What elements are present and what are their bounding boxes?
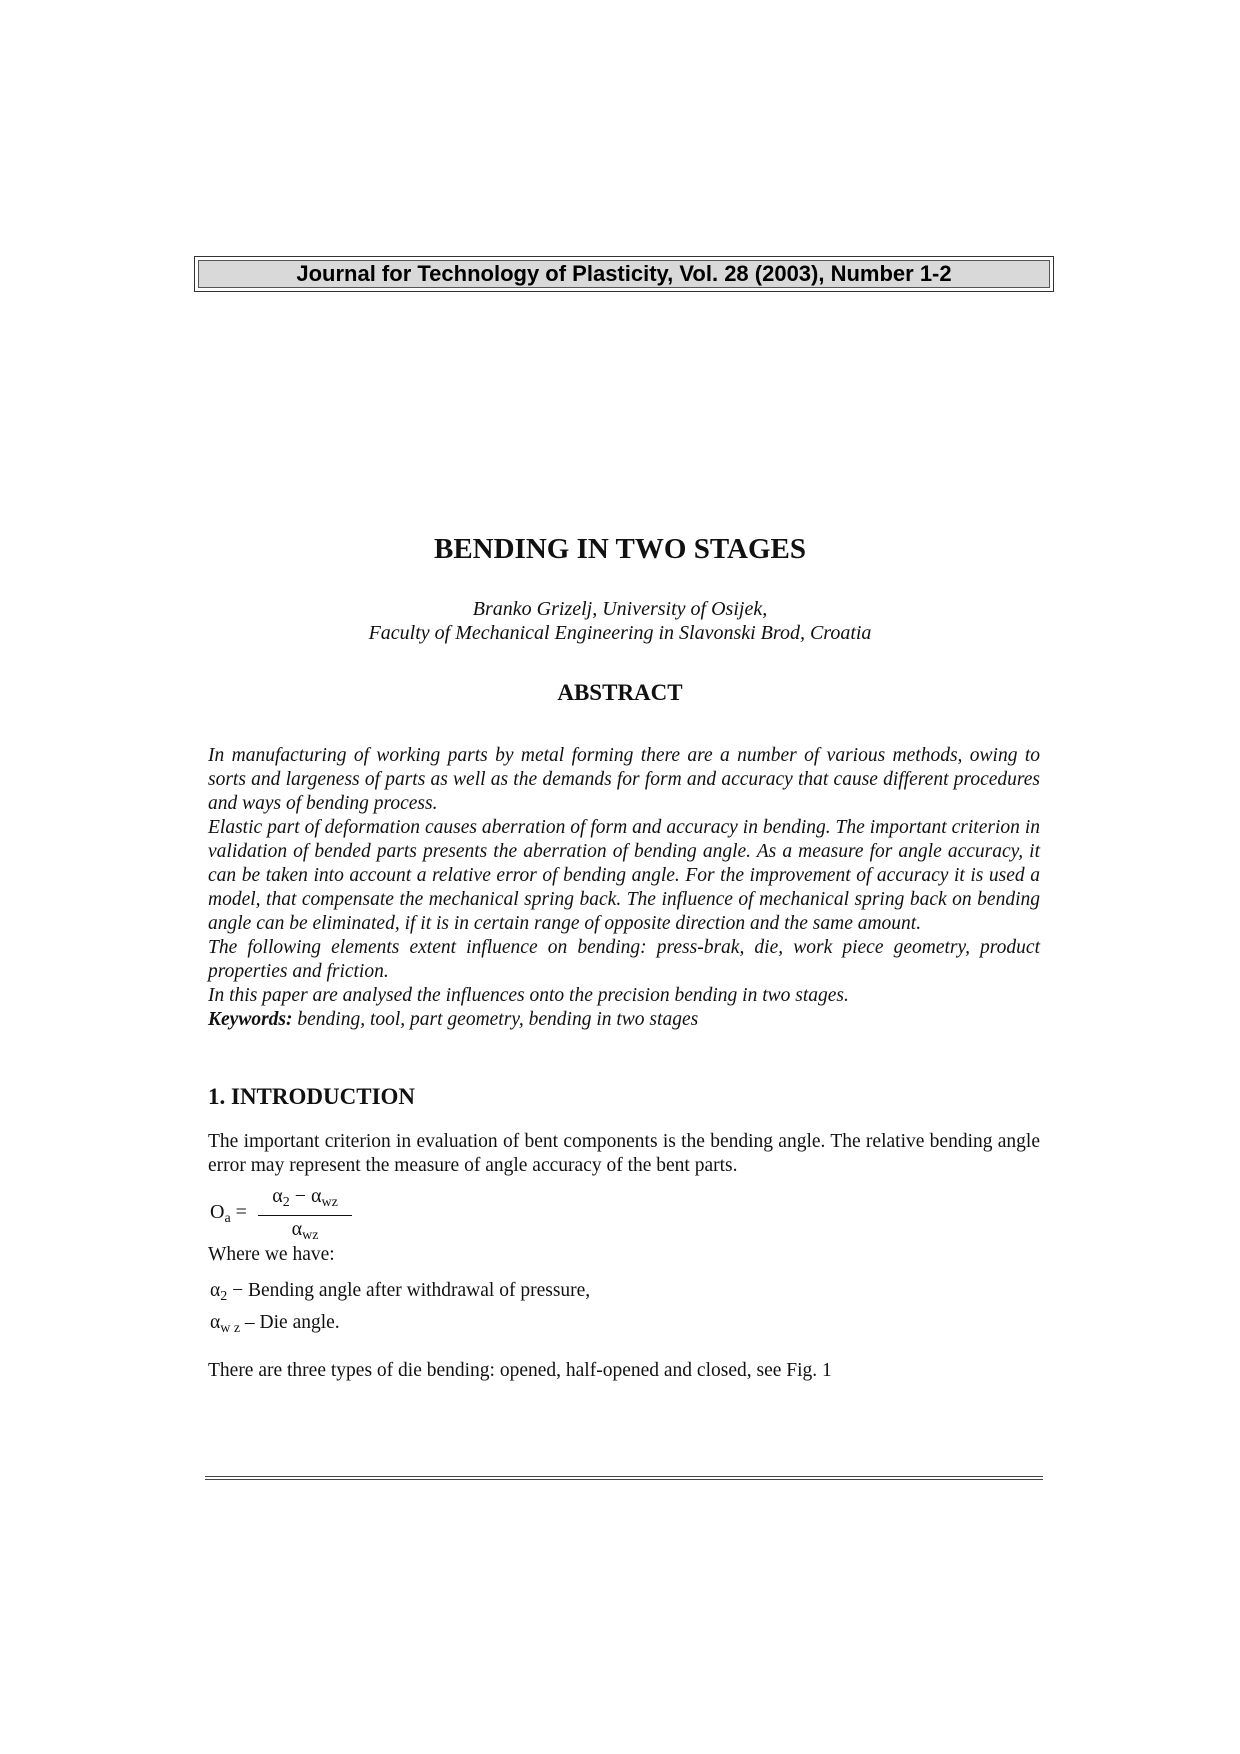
formula-numerator [258,1184,352,1216]
introduction-paragraph: The important criterion in evaluation of bent components is the bending angle. The relative bending angle error may represent the measure of angle accuracy of the bent parts. [208,1131,1040,1176]
abstract-body [208,744,1040,1032]
numerator-minus: − [289,1185,311,1207]
formula-lhs-symbol: O [210,1201,225,1223]
footer-double-rule [205,1476,1043,1480]
abstract-paragraph-3: The following elements extent influence on bending: press-brak, die, work piece geometry, product properties and friction. [208,937,1040,982]
formula-equals: = [235,1201,247,1223]
keywords-line [208,1008,1040,1032]
denominator-alpha: α [291,1218,303,1240]
author-line-1: Branko Grizelj, University of Osijek, [472,598,768,620]
where-we-have-text: Where we have: [208,1244,335,1265]
numerator-alpha-2: α [310,1185,322,1207]
numerator-subscript-1: 2 [282,1195,290,1210]
denominator-subscript: wz [302,1228,319,1243]
formula-fraction [258,1184,352,1249]
numerator-subscript-2: wz [321,1195,338,1210]
definition-alpha-2-text: − Bending angle after withdrawal of pressure, [227,1280,591,1301]
abstract-paragraph-1: In manufacturing of working parts by metal forming there are a number of various methods, owing to sorts and largeness of parts as well as the demands for form and accuracy that cause different procedures and ways of bending process. [208,745,1040,814]
definition-alpha-2-letter: α [210,1280,221,1301]
paper-title: BENDING IN TWO STAGES [433,533,806,565]
definition-alpha-wz-subscript: w z [220,1321,241,1336]
definition-alpha-2-subscript: 2 [220,1289,228,1304]
definition-alpha-2 [210,1280,590,1305]
formula-lhs-subscript: a [224,1211,231,1226]
definition-alpha-wz [210,1312,340,1337]
definition-alpha-2-symbol [210,1280,227,1305]
abstract-paragraph-2: Elastic part of deformation causes aberration of form and accuracy in bending. The important criterion in validation of bended parts presents the aberration of bending angle. As a measure for angle accuracy, it can be taken into account a relative error of bending angle. For the improvement of accuracy it is used a model, that compensate the mechanical spring back. The influence of mechanical spring back on bending angle can be eliminated, if it is in certain range of opposite direction and the same amount. [208,817,1040,934]
journal-header-inner [198,260,1050,288]
die-bending-types-text: There are three types of die bending: opened, half-opened and closed, see Fig. 1 [208,1360,832,1381]
numerator-alpha-1: α [272,1185,283,1207]
definition-alpha-wz-symbol [210,1312,240,1337]
keywords-text: bending, tool, part geometry, bending in two stages [292,1009,699,1030]
journal-header-box [194,256,1054,292]
definition-alpha-wz-letter: α [210,1312,221,1333]
definition-alpha-wz-text: – Die angle. [240,1312,340,1333]
formula-lhs [210,1201,247,1227]
abstract-paragraph-4: In this paper are analysed the influences onto the precision bending in two stages. [208,985,849,1006]
journal-header-text: Journal for Technology of Plasticity, Vol. 28 (2003), Number 1-2 [296,261,952,286]
abstract-heading: ABSTRACT [557,680,683,705]
keywords-label: Keywords: [208,1009,293,1030]
section-heading-introduction: 1. INTRODUCTION [208,1084,416,1109]
author-line-2: Faculty of Mechanical Engineering in Slavonski Brod, Croatia [368,622,872,644]
